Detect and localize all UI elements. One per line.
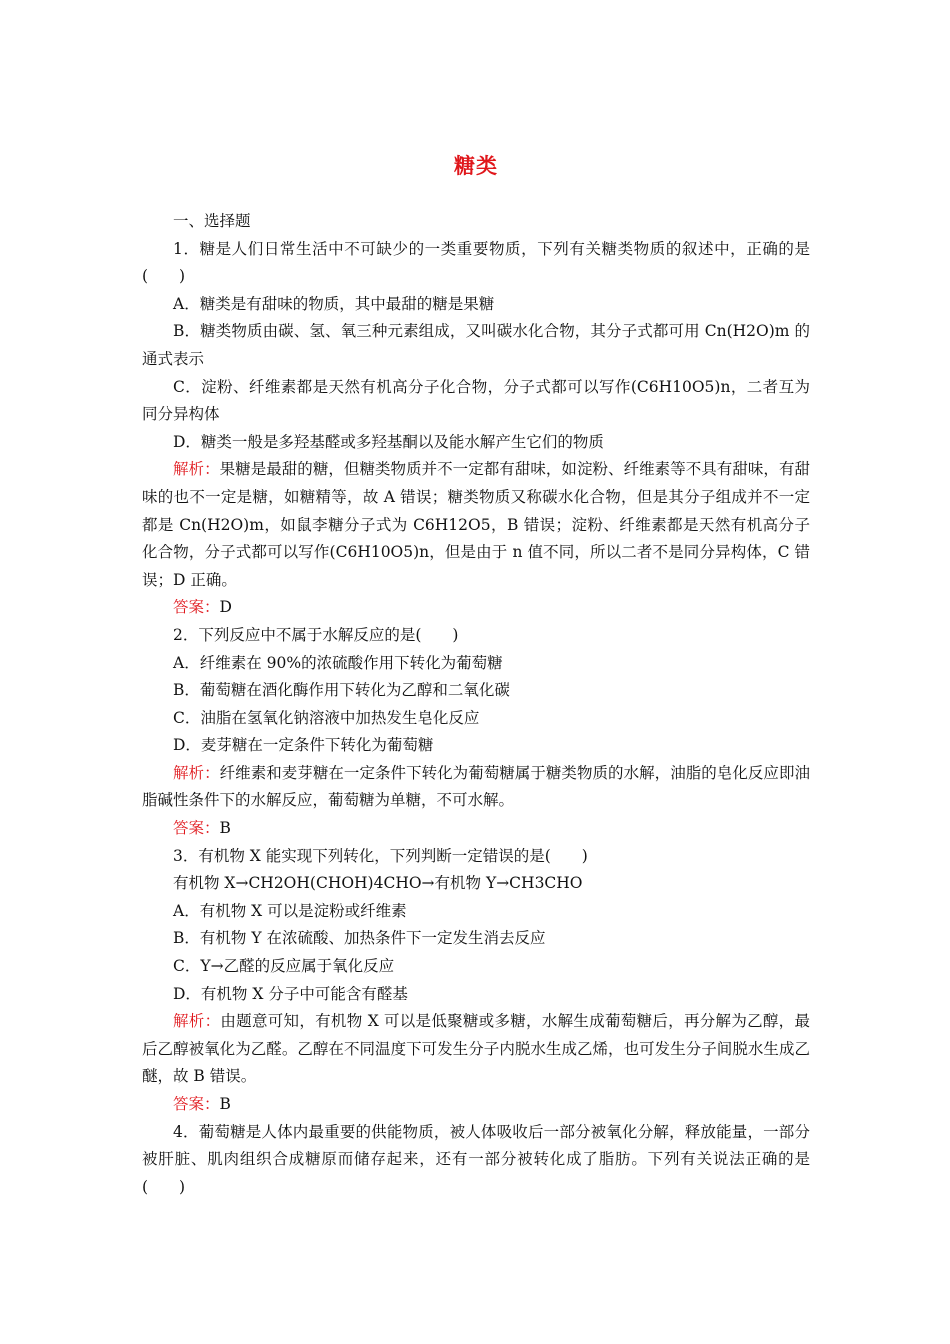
question-3-analysis xyxy=(142,1008,810,1091)
question-1-option-d: D．糖类一般是多羟基醛或多羟基酮以及能水解产生它们的物质 xyxy=(173,432,604,451)
answer-value: B xyxy=(219,819,231,838)
question-1-stem: 1．糖是人们日常生活中不可缺少的一类重要物质，下列有关糖类物质的叙述中，正确的是( ) xyxy=(142,239,810,286)
question-3-scheme: 有机物 X→CH2OH(CHOH)4CHO→有机物 Y→CH3CHO xyxy=(173,874,583,893)
analysis-text: 由题意可知，有机物 X 可以是低聚糖或多糖，水解生成葡萄糖后，再分解为乙醇，最后乙醇被氧化为乙醛。乙醇在不同温度下可发生分子内脱水生成乙烯，也可发生分子间脱水生成乙醚，故 B 错误。 xyxy=(142,1012,810,1086)
answer-label: 答案： xyxy=(173,598,220,617)
question-2-option-d: D．麦芽糖在一定条件下转化为葡萄糖 xyxy=(173,736,434,755)
question-3-option-b: B．有机物 Y 在浓硫酸、加热条件下一定发生消去反应 xyxy=(173,929,546,948)
question-3-stem: 3．有机物 X 能实现下列转化，下列判断一定错误的是( ) xyxy=(173,846,588,865)
analysis-label: 解析： xyxy=(173,763,220,782)
analysis-text: 纤维素和麦芽糖在一定条件下转化为葡萄糖属于糖类物质的水解，油脂的皂化反应即油脂碱性条件下的水解反应，葡萄糖为单糖，不可水解。 xyxy=(142,763,810,810)
question-1-option-c: C．淀粉、纤维素都是天然有机高分子化合物，分子式都可以写作(C6H10O5)n，二者互为同分异构体 xyxy=(142,377,810,424)
question-3-option-c: C．Y→乙醛的反应属于氧化反应 xyxy=(173,957,395,976)
question-4-stem: 4．葡萄糖是人体内最重要的供能物质，被人体吸收后一部分被氧化分解，释放能量，一部分被肝脏、肌肉组织合成糖原而储存起来，还有一部分被转化成了脂肪。下列有关说法正确的是( ) xyxy=(142,1122,810,1196)
analysis-label: 解析： xyxy=(173,460,220,479)
question-3-option-d: D．有机物 X 分子中可能含有醛基 xyxy=(173,984,408,1003)
analysis-text: 果糖是最甜的糖，但糖类物质并不一定都有甜味，如淀粉、纤维素等不具有甜味，有甜味的也不一定是糖，如糖精等，故 A 错误；糖类物质又称碳水化合物，但是其分子组成并不一定都是 Cn(H2O)m，如鼠李糖分子式为 C6H12O5，B 错误；淀粉、纤维素都是天然有机高分子化合物，分子式都可以写作(C6H10O5)n，但是由于 n 值不同，所以二者不是同分异构体，C 错误；D 正确。 xyxy=(142,460,810,589)
question-2-option-a: A．纤维素在 90%的浓硫酸作用下转化为葡萄糖 xyxy=(173,653,503,672)
answer-label: 答案： xyxy=(173,1095,220,1113)
question-1-option-b: B．糖类物质由碳、氢、氧三种元素组成，又叫碳水化合物，其分子式都可用 Cn(H2O)m 的通式表示 xyxy=(142,322,810,368)
page-title: 糖类 xyxy=(454,153,498,178)
question-2-option-c: C．油脂在氢氧化钠溶液中加热发生皂化反应 xyxy=(173,708,480,727)
question-1-analysis xyxy=(142,456,810,594)
question-3-answer xyxy=(142,1091,810,1119)
analysis-label: 解析： xyxy=(173,1012,221,1031)
question-3-option-a: A．有机物 X 可以是淀粉或纤维素 xyxy=(173,901,407,920)
question-1-answer xyxy=(142,594,810,622)
answer-value: B xyxy=(219,1095,231,1113)
question-1-option-a: A．糖类是有甜味的物质，其中最甜的糖是果糖 xyxy=(173,294,495,313)
question-2-analysis xyxy=(142,760,810,815)
section-heading: 一、选择题 xyxy=(173,212,251,230)
document-page xyxy=(142,152,810,1201)
answer-value: D xyxy=(219,598,232,617)
question-2-answer xyxy=(142,815,810,843)
answer-label: 答案： xyxy=(173,819,220,838)
question-2-stem: 2．下列反应中不属于水解反应的是( ) xyxy=(173,625,459,644)
question-2-option-b: B．葡萄糖在酒化酶作用下转化为乙醇和二氧化碳 xyxy=(173,681,510,700)
